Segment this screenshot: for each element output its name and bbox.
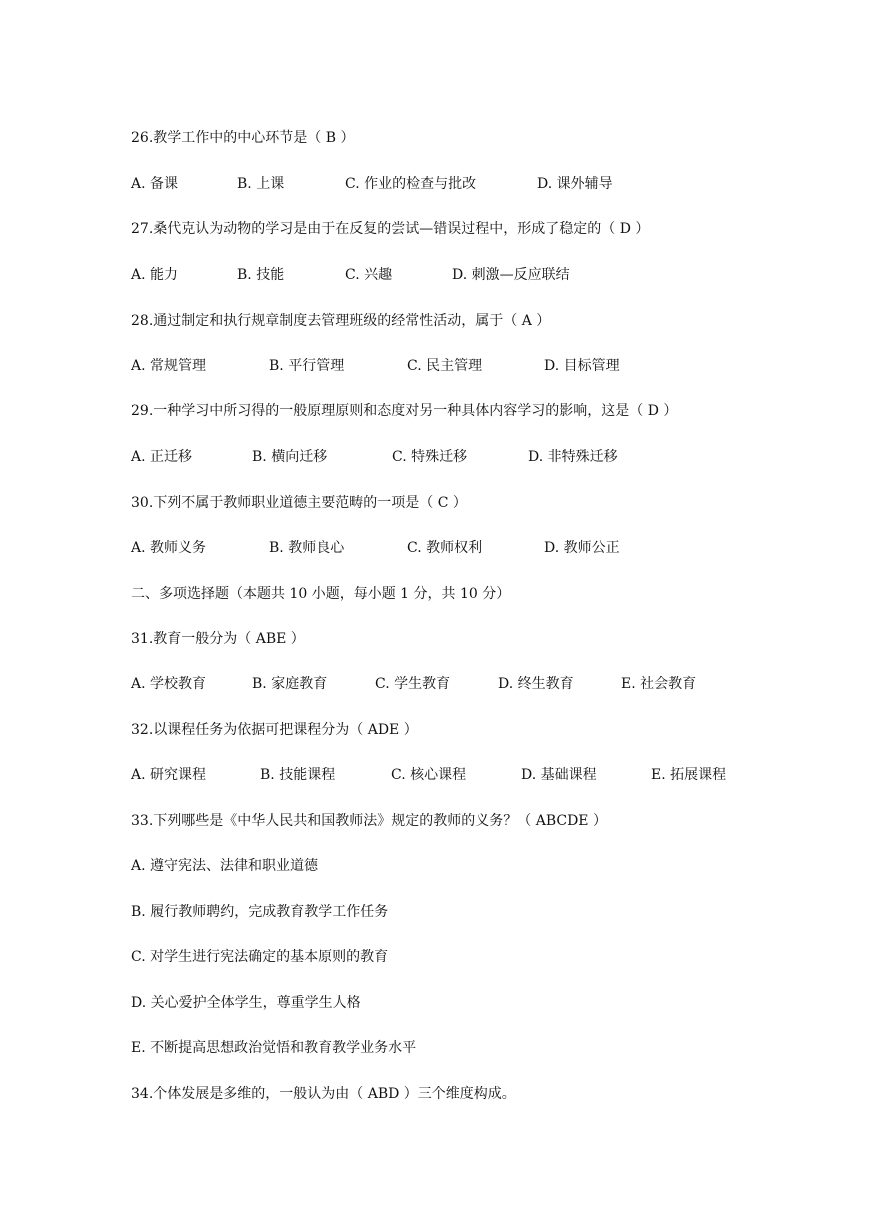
question-31-stem: 31.教育一般分为（ ABE ） <box>131 631 305 647</box>
option-c: C. 民主管理 <box>407 358 483 374</box>
option-c: C. 特殊迁移 <box>392 449 468 465</box>
option-a: A. 常规管理 <box>131 358 207 374</box>
question-34-stem: 34.个体发展是多维的，一般认为由（ ABD ）三个维度构成。 <box>131 1086 516 1102</box>
option-c: C. 教师权利 <box>407 540 483 556</box>
option-b: B. 技能 <box>237 267 285 283</box>
question-32-stem: 32.以课程任务为依据可把课程分为（ ADE ） <box>131 722 418 738</box>
option-c: C. 核心课程 <box>391 767 467 783</box>
option-d: D. 目标管理 <box>544 358 620 374</box>
question-33-option-a: A. 遵守宪法、法律和职业道德 <box>131 858 319 874</box>
option-d: D. 刺激—反应联结 <box>452 267 570 283</box>
option-e: E. 社会教育 <box>621 676 697 692</box>
option-c: C. 作业的检查与批改 <box>345 176 477 192</box>
question-33-option-c: C. 对学生进行宪法确定的基本原则的教育 <box>131 949 389 965</box>
option-a: A. 研究课程 <box>131 767 207 783</box>
question-33-option-d: D. 关心爱护全体学生，尊重学生人格 <box>131 995 361 1011</box>
option-a: A. 备课 <box>131 176 179 192</box>
section-heading: 二、多项选择题（本题共 10 小题，每小题 1 分，共 10 分） <box>131 586 511 602</box>
option-a: A. 教师义务 <box>131 540 207 556</box>
question-28-stem: 28.通过制定和执行规章制度去管理班级的经常性活动，属于（ A ） <box>131 313 551 329</box>
option-b: B. 教师良心 <box>269 540 345 556</box>
option-b: B. 平行管理 <box>269 358 345 374</box>
option-d: D. 课外辅导 <box>537 176 613 192</box>
option-d: D. 非特殊迁移 <box>528 449 618 465</box>
question-30-stem: 30.下列不属于教师职业道德主要范畴的一项是（ C ） <box>131 495 467 511</box>
option-e: E. 拓展课程 <box>651 767 727 783</box>
option-c: C. 兴趣 <box>345 267 393 283</box>
option-d: D. 终生教育 <box>498 676 574 692</box>
question-29-stem: 29.一种学习中所习得的一般原理原则和态度对另一种具体内容学习的影响，这是（ D ） <box>131 403 678 419</box>
option-a: A. 能力 <box>131 267 179 283</box>
question-33-option-b: B. 履行教师聘约，完成教育教学工作任务 <box>131 904 389 920</box>
option-a: A. 正迁移 <box>131 449 193 465</box>
option-c: C. 学生教育 <box>375 676 451 692</box>
option-b: B. 家庭教育 <box>252 676 328 692</box>
question-33-option-e: E. 不断提高思想政治觉悟和教育教学业务水平 <box>131 1040 417 1056</box>
option-d: D. 基础课程 <box>521 767 597 783</box>
option-b: B. 技能课程 <box>260 767 336 783</box>
option-a: A. 学校教育 <box>131 676 207 692</box>
option-b: B. 横向迁移 <box>252 449 328 465</box>
option-b: B. 上课 <box>237 176 285 192</box>
option-d: D. 教师公正 <box>544 540 620 556</box>
question-26-stem: 26.教学工作中的中心环节是（ B ） <box>131 130 355 146</box>
question-27-stem: 27.桑代克认为动物的学习是由于在反复的尝试—错误过程中，形成了稳定的（ D ） <box>131 221 650 237</box>
question-33-stem: 33.下列哪些是《中华人民共和国教师法》规定的教师的义务？（ ABCDE ） <box>131 813 607 829</box>
